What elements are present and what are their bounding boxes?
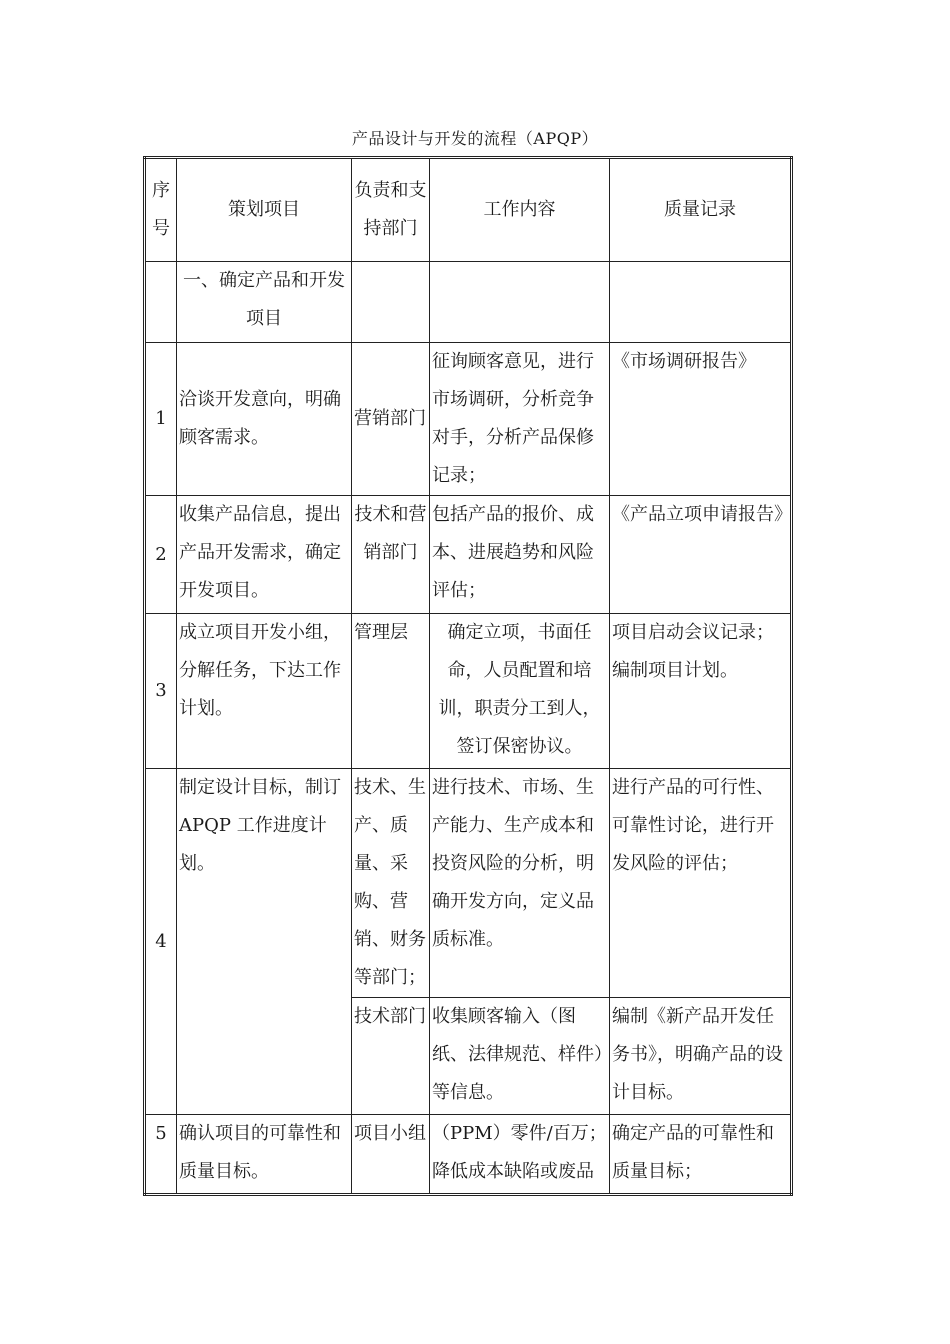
row-record: 编制《新产品开发任务书》，明确产品的设计目标。 bbox=[610, 998, 792, 1115]
apqp-table bbox=[143, 156, 793, 1196]
row-record: 确定产品的可靠性和质量目标； bbox=[610, 1115, 792, 1195]
section-content bbox=[430, 262, 610, 343]
row-item: 洽谈开发意向，明确顾客需求。 bbox=[177, 343, 352, 496]
row-content: 收集顾客输入（图纸、法律规范、样件）等信息。 bbox=[430, 998, 610, 1115]
row-record: 《市场调研报告》 bbox=[610, 343, 792, 496]
header-dept: 负责和支持部门 bbox=[352, 158, 430, 262]
row-content: 确定立项，书面任命，人员配置和培训，职责分工到人，签订保密协议。 bbox=[430, 614, 610, 769]
row-dept: 营销部门 bbox=[352, 343, 430, 496]
row-record: 《产品立项申请报告》 bbox=[610, 496, 792, 614]
row-dept: 技术和营销部门 bbox=[352, 496, 430, 614]
table-row bbox=[145, 769, 792, 998]
row-content: （PPM）零件/百万；降低成本缺陷或废品 bbox=[430, 1115, 610, 1195]
row-item: 成立项目开发小组，分解任务，下达工作计划。 bbox=[177, 614, 352, 769]
row-item: 制定设计目标，制订APQP 工作进度计划。 bbox=[177, 769, 352, 1115]
row-record: 进行产品的可行性、可靠性讨论，进行开发风险的评估； bbox=[610, 769, 792, 998]
row-seq: 1 bbox=[145, 343, 177, 496]
header-record: 质量记录 bbox=[610, 158, 792, 262]
row-content: 征询顾客意见，进行市场调研，分析竞争对手，分析产品保修记录； bbox=[430, 343, 610, 496]
row-dept: 项目小组 bbox=[352, 1115, 430, 1195]
section-record bbox=[610, 262, 792, 343]
row-record: 项目启动会议记录；编制项目计划。 bbox=[610, 614, 792, 769]
row-seq: 3 bbox=[145, 614, 177, 769]
header-seq: 序号 bbox=[145, 158, 177, 262]
table-row bbox=[145, 1115, 792, 1195]
section-seq bbox=[145, 262, 177, 343]
row-dept: 管理层 bbox=[352, 614, 430, 769]
row-dept: 技术、生产、质量、采购、营销、财务等部门； bbox=[352, 769, 430, 998]
header-row bbox=[145, 158, 792, 262]
row-seq: 5 bbox=[145, 1115, 177, 1195]
header-content: 工作内容 bbox=[430, 158, 610, 262]
table-row bbox=[145, 343, 792, 496]
row-item: 收集产品信息，提出产品开发需求，确定开发项目。 bbox=[177, 496, 352, 614]
section-row bbox=[145, 262, 792, 343]
row-dept: 技术部门 bbox=[352, 998, 430, 1115]
section-dept bbox=[352, 262, 430, 343]
row-seq: 4 bbox=[145, 769, 177, 1115]
table-row bbox=[145, 496, 792, 614]
header-item: 策划项目 bbox=[177, 158, 352, 262]
row-seq: 2 bbox=[145, 496, 177, 614]
document-title: 产品设计与开发的流程（APQP） bbox=[351, 129, 599, 148]
row-content: 包括产品的报价、成本、进展趋势和风险评估； bbox=[430, 496, 610, 614]
table-row bbox=[145, 614, 792, 769]
section-title: 一、确定产品和开发项目 bbox=[177, 262, 352, 343]
row-content: 进行技术、市场、生产能力、生产成本和投资风险的分析，明确开发方向，定义品质标准。 bbox=[430, 769, 610, 998]
row-item: 确认项目的可靠性和质量目标。 bbox=[177, 1115, 352, 1195]
